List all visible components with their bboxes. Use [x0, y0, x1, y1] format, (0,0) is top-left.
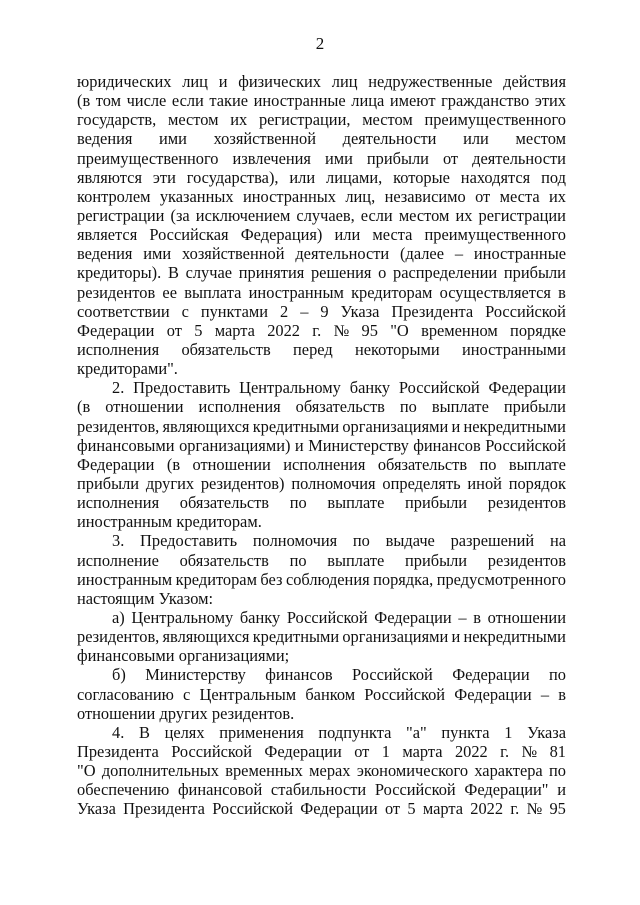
text-line: исполнения обязательств перед некоторыми иностранными — [77, 339, 566, 359]
text-line: (в отношении исполнения обязательств по выплате прибыли — [77, 397, 566, 417]
text-line: резидентов, являющихся кредитными организациями и некредитными — [77, 627, 566, 647]
text-line: исполнения обязательств по выплате прибыли резидентов — [77, 493, 566, 513]
text-line: государств, местом их регистрации, местом преимущественного — [77, 110, 566, 130]
text-line: 4. В целях применения подпункта "а" пункта 1 Указа — [112, 722, 566, 742]
text-line: ведения ими хозяйственной деятельности (далее – иностранные — [77, 244, 566, 264]
text-line: согласованию с Центральным банком Российской Федерации – в — [77, 684, 566, 704]
text-line: кредиторами". — [77, 359, 178, 379]
text-line: "О дополнительных временных мерах экономического характера по — [77, 761, 566, 781]
text-line: настоящим Указом: — [77, 588, 213, 608]
page-number: 2 — [315, 34, 325, 53]
text-line: Федерации (в отношении исполнения обязательств по выплате — [77, 454, 566, 474]
text-line: прибыли других резидентов) полномочия определять иной порядок — [77, 473, 566, 493]
text-line: резидентов ее выплата иностранным кредиторам осуществляется в — [77, 282, 566, 302]
text-line: финансовыми организациями; — [77, 646, 290, 666]
text-line: б) Министерству финансов Российской Федерации по — [112, 665, 566, 685]
text-line: Президента Российской Федерации от 1 марта 2022 г. № 81 — [77, 741, 566, 761]
text-line: исполнение обязательств по выплате прибыли резидентов — [77, 550, 566, 570]
text-line: Федерации от 5 марта 2022 г. № 95 "О временном порядке — [77, 320, 566, 340]
text-line: 3. Предоставить полномочия по выдаче разрешений на — [112, 531, 566, 551]
text-line: преимущественного извлечения ими прибыли от деятельности — [77, 148, 566, 168]
text-line: кредиторы). В случае принятия решения о распределении прибыли — [77, 263, 566, 283]
text-line: соответствии с пунктами 2 – 9 Указа Президента Российской — [77, 301, 566, 321]
text-line: регистрации (за исключением случаев, если местом их регистрации — [77, 205, 566, 225]
text-line: финансовыми организациями) и Министерству финансов Российской — [77, 435, 566, 455]
text-line: иностранным кредиторам без соблюдения порядка, предусмотренного — [77, 569, 566, 589]
text-line: юридических лиц и физических лиц недружественные действия — [77, 72, 566, 91]
text-line: отношении других резидентов. — [77, 703, 295, 723]
text-line: 2. Предоставить Центральному банку Российской Федерации — [112, 378, 566, 398]
text-line: (в том числе если такие иностранные лица имеют гражданство этих — [77, 91, 566, 111]
document-body — [77, 72, 566, 818]
text-line: Указа Президента Российской Федерации от 5 марта 2022 г. № 95 — [77, 799, 566, 819]
text-line: а) Центральному банку Российской Федерации – в отношении — [112, 607, 566, 627]
text-line: обеспечению финансовой стабильности Российской Федерации" и — [77, 780, 566, 800]
text-line: контролем указанных иностранных лиц, независимо от места их — [77, 186, 566, 206]
text-line: является Российская Федерация) или места преимущественного — [77, 225, 566, 245]
text-line: иностранным кредиторам. — [77, 512, 262, 532]
text-line: ведения ими хозяйственной деятельности или местом — [77, 129, 566, 149]
text-line: резидентов, являющихся кредитными организациями и некредитными — [77, 416, 566, 436]
text-line: являются эти государства), или лицами, которые находятся под — [77, 167, 566, 187]
